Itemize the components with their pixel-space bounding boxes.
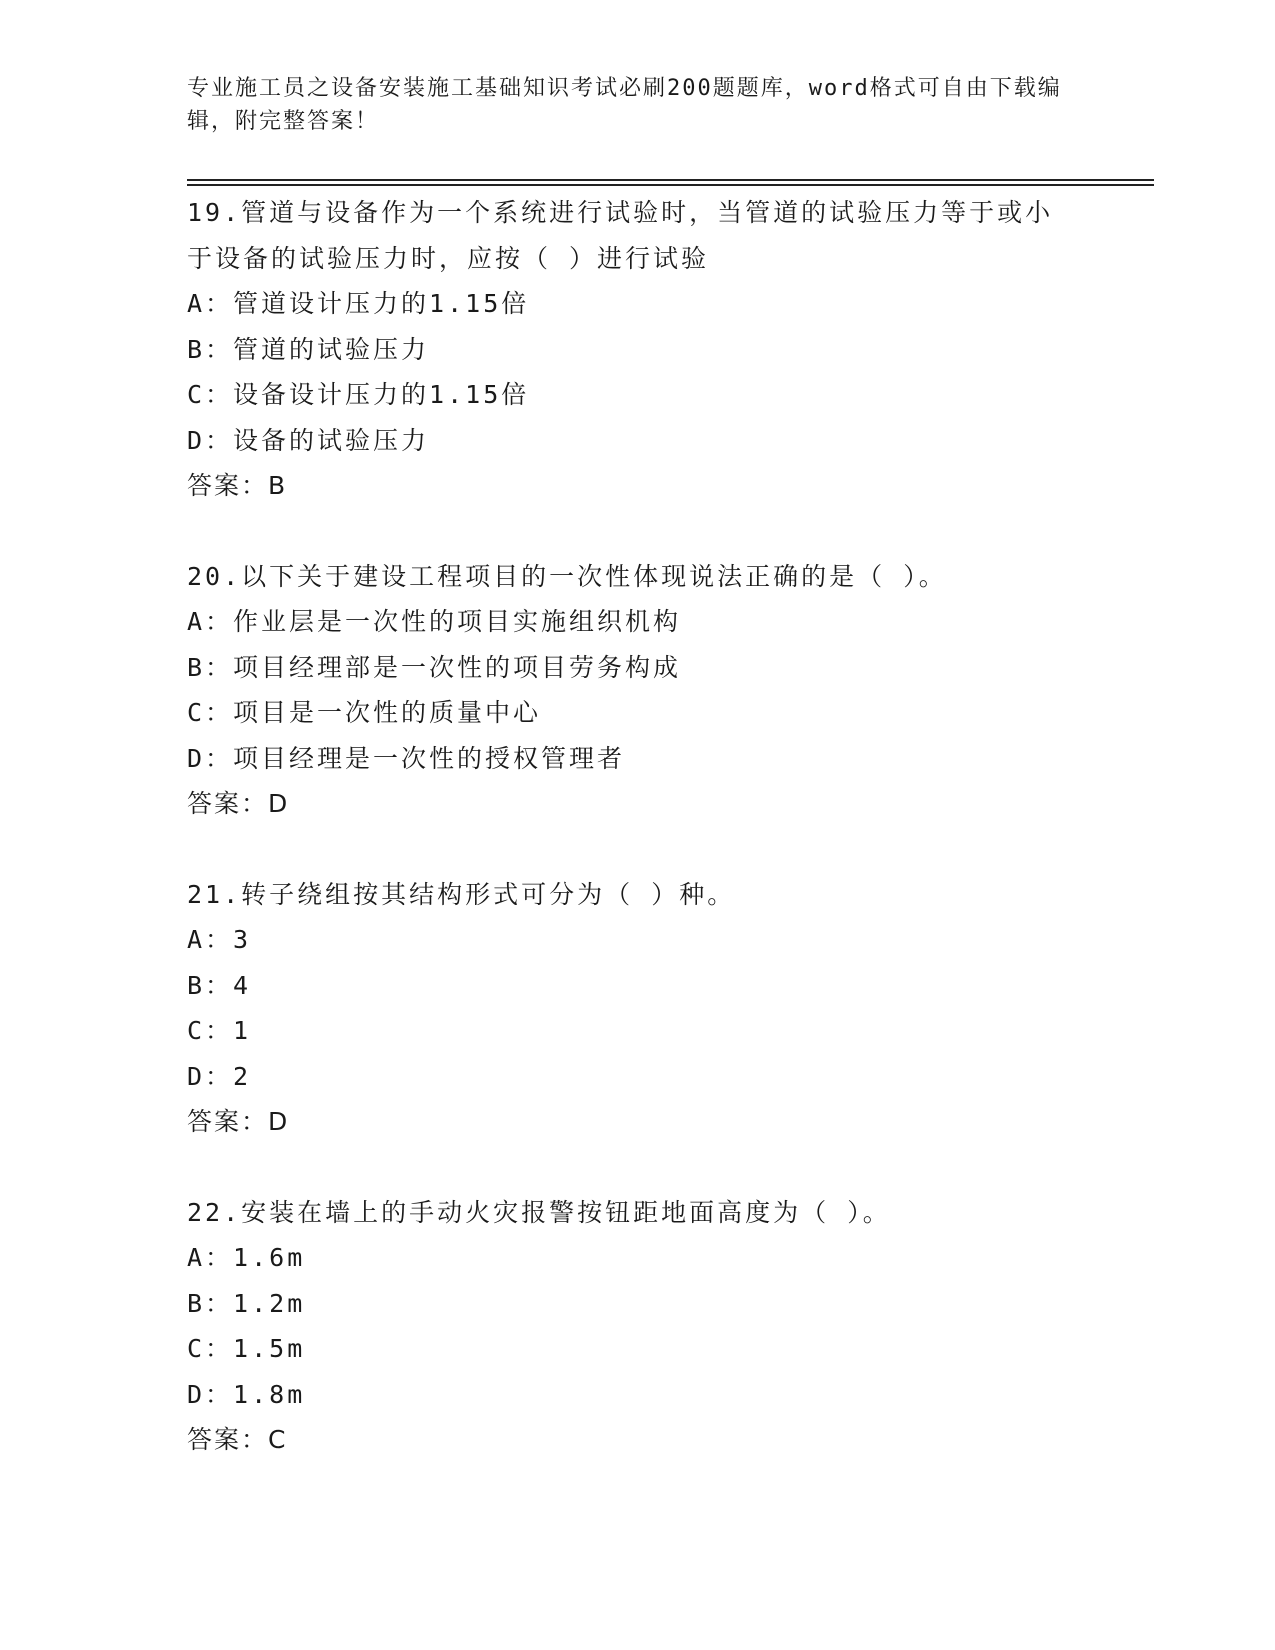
question-item [187, 1190, 1087, 1463]
option-a: A：作业层是一次性的项目实施组织机构 [187, 607, 682, 636]
option-c: C：1 [187, 1016, 252, 1045]
option-c: C：设备设计压力的1.15倍 [187, 380, 530, 409]
answer-label: 答案：B [187, 471, 288, 500]
answer-label: 答案：D [187, 1107, 290, 1136]
header-divider-bottom [187, 184, 1154, 186]
option-c: C：1.5m [187, 1334, 306, 1363]
option-d: D：设备的试验压力 [187, 425, 430, 455]
option-b: B：1.2m [187, 1288, 306, 1318]
question-stem: 22.安装在墙上的手动火灾报警按钮距地面高度为（ ）。 [187, 1197, 891, 1227]
option-d: D：项目经理是一次性的授权管理者 [187, 743, 626, 773]
option-d: D：1.8m [187, 1379, 306, 1409]
option-b: B：4 [187, 970, 252, 1000]
option-b: B：管道的试验压力 [187, 334, 430, 364]
question-stem: 19.管道与设备作为一个系统进行试验时，当管道的试验压力等于或小于设备的试验压力时，应按（ ）进行试验 [187, 198, 1054, 273]
option-a: A：3 [187, 925, 252, 954]
document-header: 专业施工员之设备安装施工基础知识考试必刷200题题库，word格式可自由下载编辑，附完整答案！ [187, 76, 1062, 134]
question-stem: 20.以下关于建设工程项目的一次性体现说法正确的是（ ）。 [187, 561, 947, 591]
answer-label: 答案：D [187, 789, 290, 818]
option-b: B：项目经理部是一次性的项目劳务构成 [187, 652, 682, 682]
option-a: A：管道设计压力的1.15倍 [187, 289, 530, 318]
question-list [187, 190, 1087, 1508]
question-item [187, 190, 1087, 509]
header-divider-top [187, 179, 1154, 181]
question-item [187, 554, 1087, 827]
question-item [187, 872, 1087, 1145]
question-stem: 21.转子绕组按其结构形式可分为（ ）种。 [187, 879, 736, 909]
answer-label: 答案：C [187, 1425, 288, 1454]
option-a: A：1.6m [187, 1243, 306, 1272]
option-c: C：项目是一次性的质量中心 [187, 698, 542, 727]
option-d: D：2 [187, 1061, 252, 1091]
